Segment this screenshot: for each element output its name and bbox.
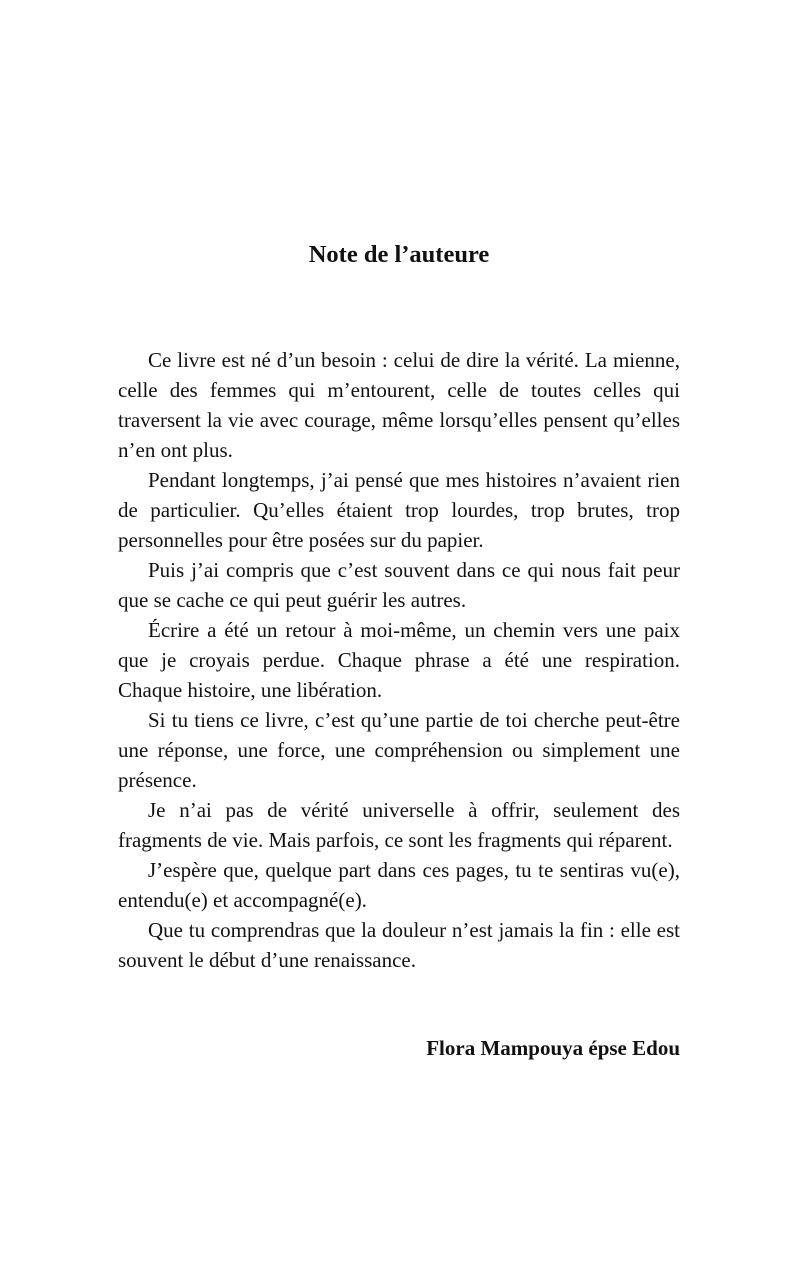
paragraph: Puis j’ai compris que c’est souvent dans ce qui nous fait peur que se cache ce qui peut guérir les autres.: [118, 558, 680, 612]
paragraph: Je n’ai pas de vérité universelle à offrir, seulement des fragments de vie. Mais parfois, ce sont les fragments qui réparent.: [118, 798, 680, 852]
paragraph: Ce livre est né d’un besoin : celui de dire la vérité. La mienne, celle des femmes qui m’entourent, celle de toutes celles qui traversent la vie avec courage, même lorsqu’elles pensent qu’elles n’en ont plus.: [118, 348, 680, 462]
author-signature: Flora Mampouya épse Edou: [426, 1036, 680, 1060]
body-text: [118, 345, 680, 975]
paragraph: J’espère que, quelque part dans ces pages, tu te sentiras vu(e), entendu(e) et accompagné(e).: [118, 858, 680, 912]
paragraph: Pendant longtemps, j’ai pensé que mes histoires n’avaient rien de particulier. Qu’elles étaient trop lourdes, trop brutes, trop personnelles pour être posées sur du papier.: [118, 468, 680, 552]
paragraph: Si tu tiens ce livre, c’est qu’une partie de toi cherche peut-être une réponse, une force, une compréhension ou simplement une présence.: [118, 708, 680, 792]
paragraph: Que tu comprendras que la douleur n’est jamais la fin : elle est souvent le début d’une renaissance.: [118, 918, 680, 972]
document-page: [118, 0, 680, 1269]
page-title: Note de l’auteure: [308, 241, 490, 268]
paragraph: Écrire a été un retour à moi-même, un chemin vers une paix que je croyais perdue. Chaque phrase a été une respiration. Chaque histoire, une libération.: [118, 618, 680, 702]
